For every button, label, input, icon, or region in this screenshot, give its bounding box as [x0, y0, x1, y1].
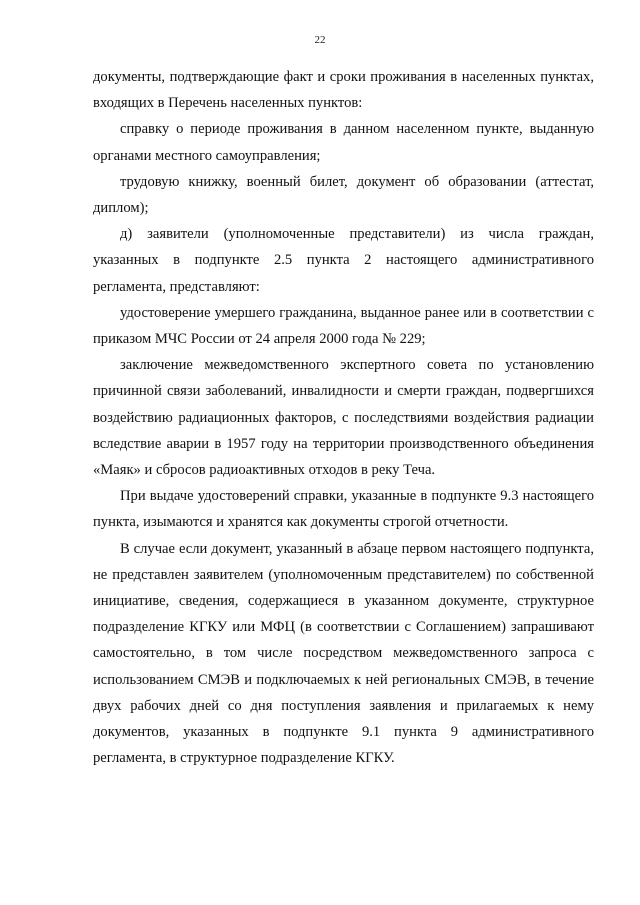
paragraph-interagency-request: В случае если документ, указанный в абзаце первом настоящего подпункта, не представлен заявителем (уполномоченным представителем) по собственной инициативе, сведения, содержащиеся в указанном документе, структурное подразделение КГКУ или МФЦ (в соответствии с Соглашением) запрашивают самостоятельно, в том числе посредством межведомственного запроса с использованием СМЭВ и подключаемых к ней региональных СМЭВ, в течение двух рабочих дней со дня поступления заявления и прилагаемых к нему документов, указанных в подпункте 9.1 пункта 9 административного регламента, в структурное подразделение КГКУ. — [93, 540, 594, 767]
page-number: 22 — [314, 34, 326, 46]
paragraph-residence-certificate: справку о периоде проживания в данном населенном пункте, выданную органами местного самоуправления; — [93, 121, 594, 164]
paragraph-expert-council: заключение межведомственного экспертного совета по установлению причинной связи заболеваний, инвалидности и смерти граждан, подвергшихся воздействию радиационных факторов, с последствиями воздействия радиации вследствие аварии в 1957 году на территории производственного объединения «Маяк» и сбросов радиоактивных отходов в реку Теча. — [93, 357, 594, 479]
document-body — [93, 64, 594, 771]
paragraph-work-book: трудовую книжку, военный билет, документ об образовании (аттестат, диплом); — [93, 173, 594, 217]
paragraph-documents-residence: документы, подтверждающие факт и сроки проживания в населенных пунктах, входящих в Перечень населенных пунктов: — [93, 69, 594, 112]
paragraph-certificates-issuance: При выдаче удостоверений справки, указанные в подпункте 9.3 настоящего пункта, изымаются и хранятся как документы строгой отчетности. — [93, 488, 594, 531]
paragraph-deceased-certificate: удостоверение умершего гражданина, выданное ранее или в соответствии с приказом МЧС России от 24 апреля 2000 года № 229; — [93, 304, 594, 348]
paragraph-item-d: д) заявители (уполномоченные представители) из числа граждан, указанных в подпункте 2.5 пункта 2 настоящего административного регламента, представляют: — [93, 226, 594, 295]
